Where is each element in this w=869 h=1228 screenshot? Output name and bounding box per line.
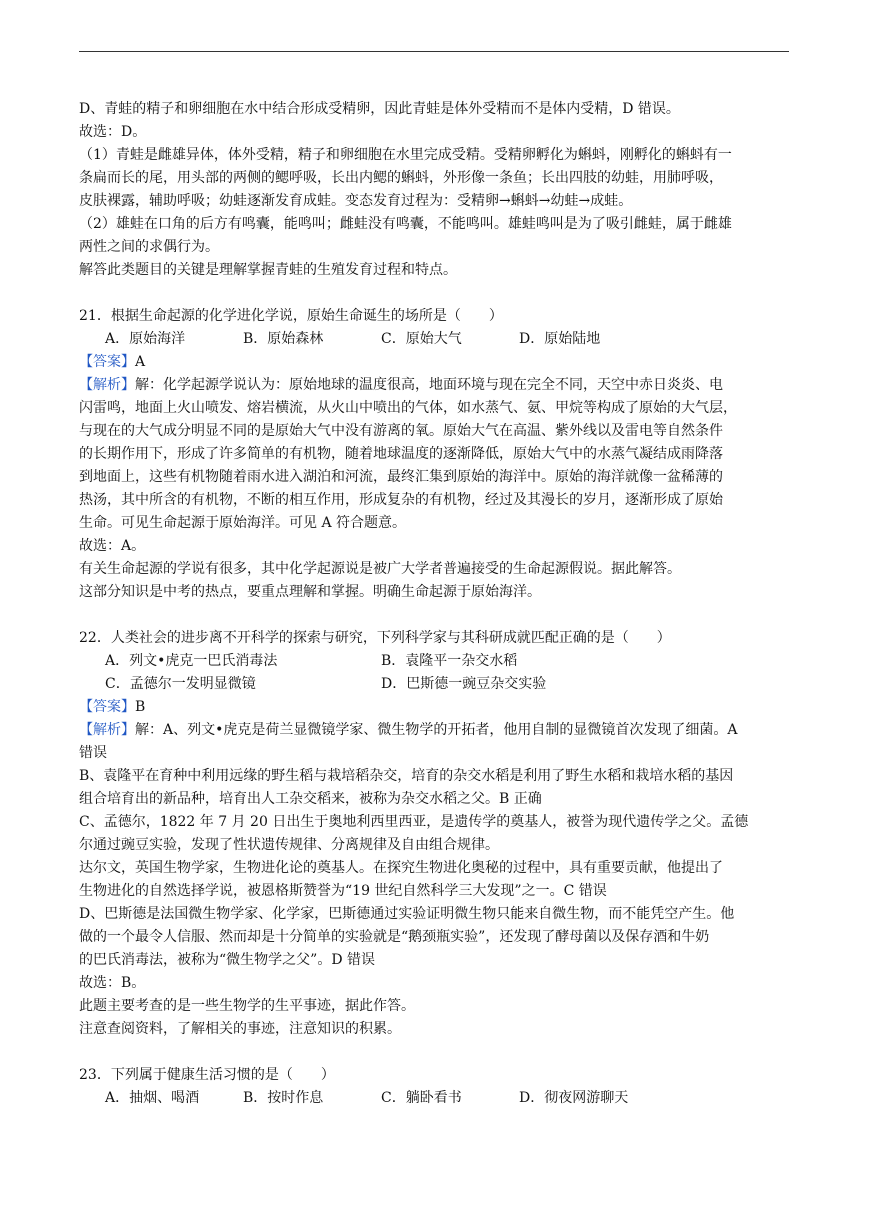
text-line: 达尔文，英国生物学家，生物进化论的奠基人。在探究生物进化奥秘的过程中，具有重要贡献，他提出了	[79, 860, 723, 876]
spacer	[79, 604, 791, 627]
question-22	[79, 627, 791, 1041]
option-a: A．原始海洋	[105, 331, 186, 347]
option-b: B．袁隆平一杂交水稻	[381, 653, 518, 669]
analysis-tag: 【解析】	[79, 722, 135, 738]
question-21	[79, 305, 791, 604]
option-d: D．彻夜网游聊天	[519, 1090, 629, 1106]
text-line: 生命。可见生命起源于原始海洋。可见 A 符合题意。	[79, 515, 407, 531]
text-line: 两性之间的求偶行为。	[79, 239, 219, 255]
option-d: D．原始陆地	[519, 331, 601, 347]
option-row	[79, 328, 791, 351]
text-line: D、巴斯德是法国微生物学家、化学家，巴斯德通过实验证明微生物只能来自微生物，而不能凭空产生。他	[79, 906, 735, 922]
answer-tag: 【答案】	[79, 699, 135, 715]
spacer	[79, 1041, 791, 1064]
analysis-text: 解：化学起源学说认为：原始地球的温度很高，地面环境与现在完全不同，天空中赤日炎炎、电	[135, 377, 723, 393]
text-line: 此题主要考查的是一些生物学的生平事迹，据此作答。	[79, 998, 415, 1014]
question-stem: 21．根据生命起源的化学进化学说，原始生命诞生的场所是（ ）	[79, 308, 503, 324]
analysis-line	[79, 374, 791, 397]
prev-analysis-block	[79, 98, 791, 282]
question-stem: 23．下列属于健康生活习惯的是（ ）	[79, 1067, 335, 1083]
answer-value: A	[135, 354, 146, 370]
text-line: 与现在的大气成分明显不同的是原始大气中没有游离的氧。原始大气在高温、紫外线以及雷电等自然条件	[79, 423, 723, 439]
text-line: 这部分知识是中考的热点，要重点理解和掌握。明确生命起源于原始海洋。	[79, 584, 541, 600]
answer-tag: 【答案】	[79, 354, 135, 370]
option-a: A．抽烟、喝酒	[105, 1090, 200, 1106]
text-line: 尔通过豌豆实验，发现了性状遗传规律、分离规律及自由组合规律。	[79, 837, 499, 853]
text-line: 到地面上，这些有机物随着雨水进入湖泊和河流，最终汇集到原始的海洋中。原始的海洋就像一盆稀薄的	[79, 469, 723, 485]
text-line: 注意查阅资料，了解相关的事迹，注意知识的积累。	[79, 1021, 401, 1037]
text-line: D、青蛙的精子和卵细胞在水中结合形成受精卵，因此青蛙是体外受精而不是体内受精，D 错误。	[79, 101, 680, 117]
option-c: C．孟德尔一发明显微镜	[105, 676, 256, 692]
text-line: 皮肤裸露，辅助呼吸；幼蛙逐渐发育成蛙。变态发育过程为：受精卵→蝌蚪→幼蛙→成蛙。	[79, 193, 633, 209]
spacer	[79, 282, 791, 305]
text-line: C、孟德尔，1822 年 7 月 20 日出生于奥地利西里西亚，是遗传学的奠基人，被誉为现代遗传学之父。孟德	[79, 814, 749, 830]
text-line: 故选：B。	[79, 975, 146, 991]
answer-line	[79, 351, 791, 374]
option-c: C．躺卧看书	[381, 1090, 462, 1106]
text-line: （2）雄蛙在口角的后方有鸣囊，能鸣叫；雌蛙没有鸣囊，不能鸣叫。雄蛙鸣叫是为了吸引雌蛙，属于雌雄	[79, 216, 732, 232]
option-a: A．列文•虎克一巴氏消毒法	[105, 653, 278, 669]
option-row	[79, 673, 791, 696]
text-line: 生物进化的自然选择学说，被恩格斯赞誉为“19 世纪自然科学三大发现”之一。C 错误	[79, 883, 607, 899]
option-d: D．巴斯德一豌豆杂交实验	[381, 676, 547, 692]
text-line: 热汤，其中所含的有机物，不断的相互作用，形成复杂的有机物，经过及其漫长的岁月，逐渐形成了原始	[79, 492, 723, 508]
page-content	[79, 98, 791, 1110]
text-line: B、袁隆平在育种中利用远缘的野生稻与栽培稻杂交，培育的杂交水稻是利用了野生水稻和栽培水稻的基因	[79, 768, 734, 784]
option-c: C．原始大气	[381, 331, 462, 347]
option-b: B．原始森林	[243, 331, 324, 347]
answer-line	[79, 696, 791, 719]
option-b: B．按时作息	[243, 1090, 324, 1106]
text-line: 故选：D。	[79, 124, 147, 140]
text-line: 做的一个最令人信服、然而却是十分简单的实验就是“鹅颈瓶实验”，还发现了酵母菌以及保存酒和牛奶	[79, 929, 710, 945]
text-line: 故选：A。	[79, 538, 146, 554]
text-line: 条扁而长的尾，用头部的两侧的鳃呼吸，长出内鳃的蝌蚪，外形像一条鱼；长出四肢的幼蛙，用肺呼吸，	[79, 170, 723, 186]
text-line: 有关生命起源的学说有很多，其中化学起源说是被广大学者普遍接受的生命起源假说。据此解答。	[79, 561, 681, 577]
analysis-line	[79, 719, 791, 742]
text-line: 解答此类题目的关键是理解掌握青蛙的生殖发育过程和特点。	[79, 262, 457, 278]
text-line: 闪雷鸣，地面上火山喷发、熔岩横流，从火山中喷出的气体，如水蒸气、氨、甲烷等构成了原始的大气层，	[79, 400, 737, 416]
text-line: 的巴氏消毒法，被称为“微生物学之父”。D 错误	[79, 952, 375, 968]
analysis-text: 解：A、列文•虎克是荷兰显微镜学家、微生物学的开拓者，他用自制的显微镜首次发现了细菌。A	[135, 722, 738, 738]
text-line: 错误	[79, 745, 107, 761]
header-rule	[79, 51, 789, 52]
answer-value: B	[135, 699, 146, 715]
question-stem: 22．人类社会的进步离不开科学的探索与研究，下列科学家与其科研成就匹配正确的是（ ）	[79, 630, 671, 646]
text-line: 组合培育出的新品种，培育出人工杂交稻来，被称为杂交水稻之父。B 正确	[79, 791, 542, 807]
option-row	[79, 1087, 791, 1110]
text-line: 的长期作用下，形成了许多简单的有机物，随着地球温度的逐渐降低，原始大气中的水蒸气凝结成雨降落	[79, 446, 723, 462]
analysis-tag: 【解析】	[79, 377, 135, 393]
option-row	[79, 650, 791, 673]
question-23	[79, 1064, 791, 1110]
text-line: （1）青蛙是雌雄异体，体外受精，精子和卵细胞在水里完成受精。受精卵孵化为蝌蚪，刚孵化的蝌蚪有一	[79, 147, 732, 163]
